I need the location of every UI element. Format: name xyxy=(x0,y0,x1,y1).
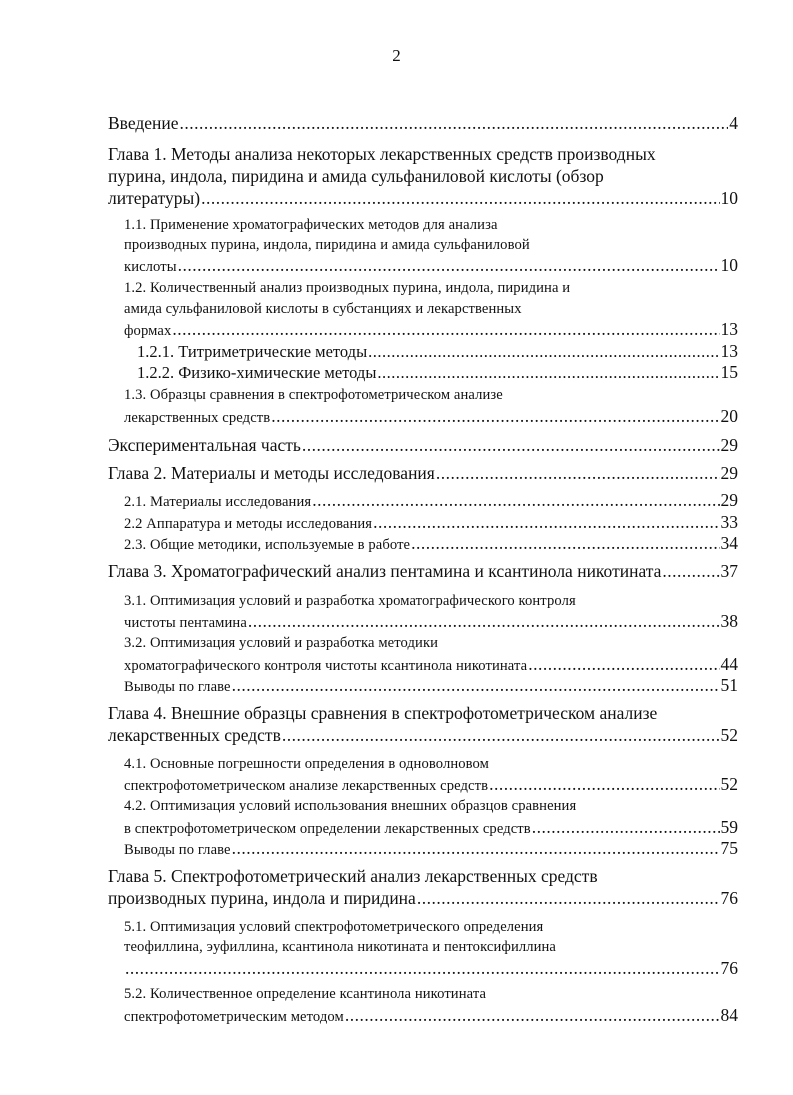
leader-dots xyxy=(172,318,719,340)
toc-entry-title-line: амида сульфаниловой кислоты в субстанциях и лекарственных xyxy=(124,301,522,317)
toc-entry-title-line: 4.2. Оптимизация условий использования внешних образцов сравнения xyxy=(124,798,577,814)
toc-entry-page: 59 xyxy=(720,817,738,837)
toc-entry-title: 1.2.1. Титриметрические методы xyxy=(137,342,368,361)
toc-entry-section-5-2[interactable] xyxy=(124,983,486,1005)
leader-dots xyxy=(201,187,719,209)
toc-entry-page: 44 xyxy=(720,654,738,674)
toc-entry-title: Глава 2. Материалы и методы исследования xyxy=(108,463,435,483)
toc-entry-page: 29 xyxy=(720,463,738,483)
leader-dots xyxy=(302,434,720,456)
toc-entry-title: Введение xyxy=(108,113,179,133)
toc-entry-conclusions-ch4[interactable] xyxy=(124,837,738,859)
toc-entry-page: 10 xyxy=(720,255,738,275)
toc-entry-chapter-1[interactable] xyxy=(108,143,656,165)
leader-dots xyxy=(248,610,720,632)
toc-entry-title-line: лекарственных средств xyxy=(108,725,281,745)
toc-entry-title-line: 3.2. Оптимизация условий и разработка методики xyxy=(124,635,439,651)
toc-entry-title-line: формах xyxy=(124,323,172,339)
toc-entry-title-line: Глава 5. Спектрофотометрический анализ лекарственных средств xyxy=(108,866,598,886)
leader-dots xyxy=(368,341,719,363)
toc-entry-chapter-5-last xyxy=(108,887,738,909)
toc-entry-section-4-2[interactable] xyxy=(124,795,576,817)
leader-dots xyxy=(232,674,720,696)
toc-entry-section-2-3[interactable] xyxy=(124,532,738,554)
toc-entry-section-1-1[interactable] xyxy=(124,214,498,236)
toc-entry-title-line: лекарственных средств xyxy=(124,410,271,426)
toc-entry-title-line: в спектрофотометрическом определении лекарственных средств xyxy=(124,821,531,837)
toc-entry-page: 75 xyxy=(720,838,738,858)
toc-entry-section-4-1-last xyxy=(124,773,738,795)
toc-entry-title-line: 1.1. Применение хроматографических методов для анализа xyxy=(124,217,498,233)
toc-entry-title: Глава 3. Хроматографический анализ пентамина и ксантинола никотината xyxy=(108,561,662,581)
toc-entry-chapter-1-last xyxy=(108,187,738,209)
toc-entry-chapter-2[interactable] xyxy=(108,462,738,484)
toc-entry-page: 52 xyxy=(720,774,738,794)
toc-entry-section-1-2-cont xyxy=(124,298,522,320)
toc-entry-chapter-4-last xyxy=(108,724,738,746)
toc-entry-page: 13 xyxy=(720,319,738,339)
toc-entry-section-1-3-last xyxy=(124,405,738,427)
toc-entry-page: 37 xyxy=(720,561,738,581)
toc-entry-page: 38 xyxy=(720,611,738,631)
toc-entry-section-1-3[interactable] xyxy=(124,384,503,406)
toc-entry-title-line: кислоты xyxy=(124,259,177,275)
toc-entry-page: 13 xyxy=(720,341,738,361)
toc-entry-section-1-1-last xyxy=(124,254,738,276)
toc-entry-title-line: чистоты пентамина xyxy=(124,615,247,631)
toc-entry-section-3-1[interactable] xyxy=(124,590,576,612)
toc-entry-section-4-1[interactable] xyxy=(124,753,489,775)
leader-dots xyxy=(377,362,719,384)
toc-entry-section-5-1-last xyxy=(124,957,738,979)
toc-entry-page: 76 xyxy=(720,888,738,908)
leader-dots xyxy=(125,957,720,979)
toc-entry-title-line: литературы) xyxy=(108,188,201,208)
toc-entry-section-3-1-last xyxy=(124,610,738,632)
toc-entry-chapter-4[interactable] xyxy=(108,702,657,724)
page-number: 2 xyxy=(392,46,401,65)
toc-entry-page: 29 xyxy=(720,490,738,510)
toc-entry-title-line: хроматографического контроля чистоты ксантинола никотината xyxy=(124,658,528,674)
toc-entry-title: Выводы по главе xyxy=(124,679,231,695)
toc-entry-title-line: 5.2. Количественное определение ксантинола никотината xyxy=(124,986,487,1002)
leader-dots xyxy=(373,511,719,533)
toc-entry-title-line: 1.3. Образцы сравнения в спектрофотометрическом анализе xyxy=(124,387,503,403)
toc-entry-chapter-3[interactable] xyxy=(108,560,738,582)
leader-dots xyxy=(662,560,719,582)
leader-dots xyxy=(271,405,719,427)
leader-dots xyxy=(180,112,729,134)
leader-dots xyxy=(178,254,720,276)
leader-dots xyxy=(489,773,719,795)
toc-entry-section-1-2-last xyxy=(124,318,738,340)
toc-entry-title: 2.2 Аппаратура и методы исследования xyxy=(124,516,373,532)
toc-entry-title-line: спектрофотометрическом анализе лекарственных средств xyxy=(124,778,489,794)
toc-entry-title-line: 1.2. Количественный анализ производных пурина, индола, пиридина и xyxy=(124,280,571,296)
toc-entry-title: Выводы по главе xyxy=(124,842,231,858)
leader-dots xyxy=(411,532,719,554)
toc-entry-title: 1.2.2. Физико-химические методы xyxy=(137,363,377,382)
toc-entry-chapter-5[interactable] xyxy=(108,865,598,887)
toc-entry-title-line: Глава 4. Внешние образцы сравнения в спектрофотометрическом анализе xyxy=(108,703,658,723)
toc-entry-section-4-2-last xyxy=(124,816,738,838)
toc-entry-page: 20 xyxy=(720,406,738,426)
toc-entry-chapter-1-cont xyxy=(108,165,604,187)
toc-entry-conclusions-ch3[interactable] xyxy=(124,674,738,696)
toc-entry-page: 76 xyxy=(720,958,738,978)
toc-entry-section-5-2-last xyxy=(124,1004,738,1026)
toc-entry-page: 4 xyxy=(729,113,738,133)
toc-entry-experimental[interactable] xyxy=(108,434,738,456)
toc-entry-title-line: спектрофотометрическим методом xyxy=(124,1009,344,1025)
toc-entry-section-1-2[interactable] xyxy=(124,277,570,299)
toc-entry-section-5-1-cont xyxy=(124,936,556,958)
toc-entry-section-5-1[interactable] xyxy=(124,916,543,938)
toc-entry-section-2-2[interactable] xyxy=(124,511,738,533)
toc-entry-section-1-2-1[interactable] xyxy=(137,340,738,362)
toc-entry-section-2-1[interactable] xyxy=(124,489,738,511)
toc-entry-title-line: 5.1. Оптимизация условий спектрофотометрического определения xyxy=(124,919,544,935)
toc-entry-title-line: теофиллина, эуфиллина, ксантинола никотината и пентоксифиллина xyxy=(124,939,557,955)
toc-entry-section-3-2[interactable] xyxy=(124,632,438,654)
leader-dots xyxy=(417,887,720,909)
toc-entry-page: 15 xyxy=(720,362,738,382)
toc-entry-section-1-1-cont xyxy=(124,234,530,256)
toc-entry-title: Экспериментальная часть xyxy=(108,435,301,455)
leader-dots xyxy=(532,816,720,838)
toc-entry-title: 2.1. Материалы исследования xyxy=(124,494,312,510)
leader-dots xyxy=(312,489,719,511)
toc-entry-page: 34 xyxy=(720,533,738,553)
toc-entry-introduction[interactable] xyxy=(108,112,738,134)
leader-dots xyxy=(528,653,719,675)
toc-entry-page: 33 xyxy=(720,512,738,532)
toc-entry-page: 51 xyxy=(720,675,738,695)
toc-entry-page: 29 xyxy=(720,435,738,455)
toc-entry-page: 10 xyxy=(720,188,738,208)
toc-entry-title-line: производных пурина, индола и пиридина xyxy=(108,888,416,908)
leader-dots xyxy=(282,724,720,746)
toc-entry-title: 2.3. Общие методики, используемые в работе xyxy=(124,537,411,553)
toc-entry-section-3-2-last xyxy=(124,653,738,675)
toc-entry-title-line: пурина, индола, пиридина и амида сульфаниловой кислоты (обзор xyxy=(108,166,604,186)
leader-dots xyxy=(232,837,720,859)
leader-dots xyxy=(345,1004,720,1026)
toc-entry-title-line: 4.1. Основные погрешности определения в одноволновом xyxy=(124,756,489,772)
toc-entry-title-line: производных пурина, индола, пиридина и амида сульфаниловой xyxy=(124,237,530,253)
toc-entry-page: 52 xyxy=(720,725,738,745)
toc-entry-title-line: Глава 1. Методы анализа некоторых лекарственных средств производных xyxy=(108,144,656,164)
toc-entry-section-1-2-2[interactable] xyxy=(137,361,738,383)
leader-dots xyxy=(436,462,720,484)
toc-entry-title-line: 3.1. Оптимизация условий и разработка хроматографического контроля xyxy=(124,593,576,609)
toc-entry-page: 84 xyxy=(720,1005,738,1025)
